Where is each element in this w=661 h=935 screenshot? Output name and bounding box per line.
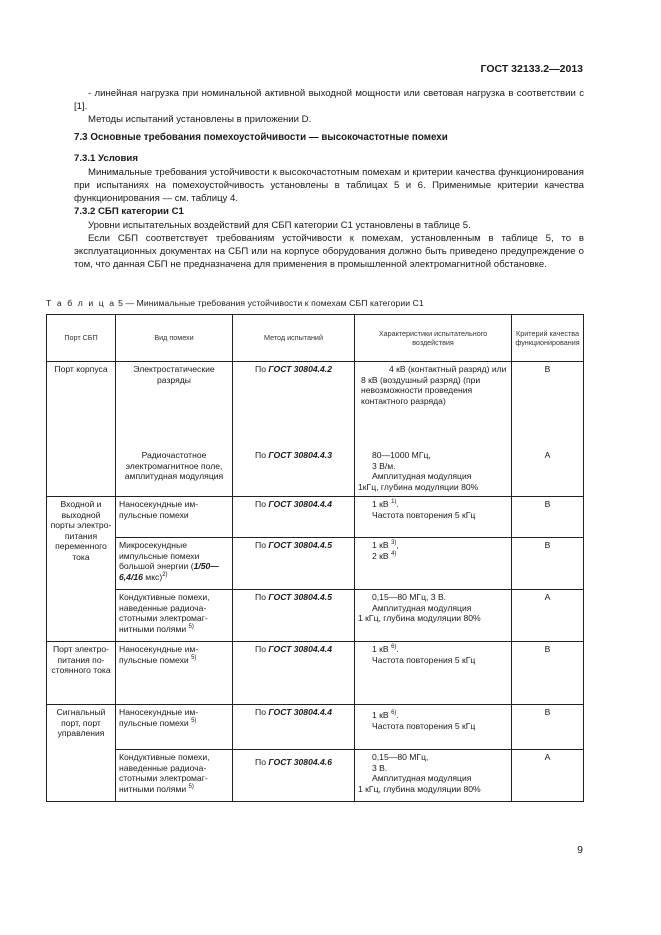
table-row (47, 750, 584, 802)
type-text: Микросекундные импульсные помехи большой энергии (119, 540, 200, 571)
method-standard: ГОСТ 30804.4.6 (268, 757, 332, 767)
page-number: 9 (577, 844, 583, 856)
char-line (358, 499, 508, 510)
char-punct: . (396, 644, 399, 654)
section-7-3-2-text-1: Уровни испытательных воздействий для СБП категории С1 установлены в таблице 5. (88, 220, 471, 231)
cell-characteristics (355, 362, 512, 449)
header-port: Порт СБП (47, 315, 116, 362)
method-standard: ГОСТ 30804.4.4 (268, 499, 332, 509)
cell-type: Радиочастотное электромагнитное поле, амплитудная модуляция (116, 448, 233, 497)
char-line: 3 В. (372, 762, 388, 773)
char-punct: . (396, 710, 399, 720)
char-line: 1кГц, глубина модуляции 80% (358, 481, 479, 492)
char-line: Амплитудная модуляция (372, 602, 472, 613)
char-line: Частота повторения 5 кГц (372, 509, 476, 520)
header-criterion: Критерий качества функционирования (512, 315, 584, 362)
method-standard: ГОСТ 30804.4.5 (268, 540, 332, 550)
cell-characteristics (355, 538, 512, 590)
header-test-method: Метод испытаний (233, 315, 355, 362)
method-prefix: По (255, 707, 269, 717)
method-prefix: По (255, 364, 269, 374)
cell-characteristics (355, 590, 512, 642)
type-text: Кондуктивные помехи, наведенные радиочастотными электромагнитными полями (119, 592, 210, 634)
char-line: 80—1000 МГц, (372, 450, 431, 460)
table-caption (46, 298, 424, 308)
table-row (47, 448, 584, 497)
footnote-ref: 5) (191, 654, 197, 661)
table-row (47, 590, 584, 642)
cell-type: Электростатические разряды (116, 362, 233, 449)
header-disturbance-type: Вид помехи (116, 315, 233, 362)
cell-method (233, 590, 355, 642)
section-7-3-2-text-2: Если СБП соответствует требованиям устойчивости к помехам, установленным в таблице 5, то в эксплуатационных документах на СБП или на корпусе оборудования должно быть приведено предупреждение о том, что данная СБП не предназначена для применения в промышленной электромагнитной обстановке. (74, 233, 584, 270)
char-line: 1 кГц, глубина модуляции 80% (358, 613, 481, 623)
char-line: Амплитудная модуляция (372, 773, 472, 783)
cell-characteristics (355, 750, 512, 802)
cell-characteristics (355, 448, 512, 497)
char-value: 2 кВ (372, 550, 389, 561)
type-text: Наносекундные импульсные помехи (119, 644, 199, 665)
header-characteristics: Характеристики испытательного воздействия (355, 315, 512, 362)
cell-type: Наносекундные импульсные помехи (116, 497, 233, 538)
pulse-shape: 1/50—6,4/16 (119, 561, 219, 582)
char-line (358, 540, 508, 551)
intro-line-2: Методы испытаний установлены в приложении D. (88, 114, 312, 125)
char-text: 4 кВ (контактный разряд) или 8 кВ (воздушный разряд) (при невозможности проведения контактного разряда) (361, 364, 507, 406)
footnote-ref: 5) (188, 623, 194, 630)
cell-criterion: В (512, 642, 584, 705)
method-standard: ГОСТ 30804.4.2 (268, 364, 332, 374)
type-text: Кондуктивные помехи, наведенные радиочастотными электромагнитными полями (119, 752, 210, 794)
char-value: 1 кВ (372, 644, 389, 654)
cell-criterion: А (512, 448, 584, 497)
section-7-3-2-title: 7.3.2 СБП категории С1 (74, 206, 184, 217)
char-punct: , (396, 540, 399, 550)
method-prefix: По (255, 540, 269, 550)
char-line: Частота повторения 5 кГц (372, 720, 476, 731)
method-standard: ГОСТ 30804.4.4 (268, 707, 332, 717)
method-prefix: По (255, 499, 269, 509)
table-caption-text: 5 — Минимальные требования устойчивости к помехам СБП категории С1 (115, 298, 424, 308)
method-standard: ГОСТ 30804.4.5 (268, 592, 332, 602)
section-7-3-1-text: Минимальные требования устойчивости к высокочастотным помехам и критерии качества функционирования при испытаниях на помехоустойчивость установлены в таблицах 5 и 6. Применимые критерии качества функционирования — см. таблицу 4. (74, 167, 584, 204)
footnote-ref: 2) (162, 571, 168, 578)
char-line: Частота повторения 5 кГц (372, 654, 476, 665)
cell-method (233, 750, 355, 802)
cell-characteristics (355, 642, 512, 705)
char-line (358, 710, 508, 721)
char-line: 0,15—80 МГц, 3 В. (372, 592, 447, 602)
cell-method (233, 538, 355, 590)
cell-port: Порт электропитания постоянного тока (47, 642, 116, 705)
char-line: Амплитудная модуляция (372, 471, 472, 481)
cell-characteristics (355, 497, 512, 538)
type-text: Наносекундные импульсные помехи (119, 707, 199, 728)
cell-method (233, 497, 355, 538)
pulse-unit: мкс) (142, 571, 163, 582)
method-standard: ГОСТ 30804.4.4 (268, 644, 332, 654)
document-id: ГОСТ 32133.2—2013 (480, 63, 583, 75)
type-paren: ( (190, 561, 194, 571)
cell-criterion: В (512, 538, 584, 590)
char-line: 0,15—80 МГц, (372, 752, 429, 762)
char-line: 1 кГц, глубина модуляции 80% (358, 783, 481, 794)
table-caption-prefix: Т а б л и ц а (46, 298, 116, 308)
cell-criterion: В (512, 705, 584, 750)
method-prefix: По (255, 450, 269, 460)
footnote-ref: 6) (391, 644, 397, 650)
cell-type (116, 705, 233, 750)
char-line (358, 644, 508, 655)
cell-characteristics (355, 705, 512, 750)
cell-type (116, 750, 233, 802)
table-row (47, 705, 584, 750)
cell-type (116, 538, 233, 590)
cell-method (233, 362, 355, 449)
char-line: 3 В/м. (372, 460, 396, 471)
char-value: 1 кВ (372, 540, 389, 550)
footnote-ref: 1) (391, 499, 397, 505)
table-row (47, 497, 584, 538)
method-standard: ГОСТ 30804.4.3 (268, 450, 332, 460)
footnote-ref: 5) (188, 783, 194, 790)
cell-port: Порт корпуса (47, 362, 116, 497)
cell-type (116, 590, 233, 642)
method-prefix: По (255, 757, 269, 767)
cell-criterion: А (512, 750, 584, 802)
cell-criterion: В (512, 362, 584, 449)
cell-criterion: А (512, 590, 584, 642)
cell-method (233, 448, 355, 497)
cell-method (233, 705, 355, 750)
char-line (358, 551, 508, 562)
table-row (47, 362, 584, 449)
requirements-table (46, 314, 584, 802)
cell-criterion: В (512, 497, 584, 538)
footnote-ref: 4) (391, 550, 397, 557)
table-row (47, 538, 584, 590)
intro-line-1: - линейная нагрузка при номинальной активной выходной мощности или световая нагрузка в соответствии с [1]. (74, 88, 584, 112)
table-header-row (47, 315, 584, 362)
section-7-3-title: 7.3 Основные требования помехоустойчивости — высокочастотные помехи (74, 132, 448, 143)
section-7-3-1-title: 7.3.1 Условия (74, 153, 138, 164)
method-prefix: По (255, 592, 269, 602)
method-prefix: По (255, 644, 269, 654)
cell-type (116, 642, 233, 705)
cell-port: Сигнальный порт, порт управления (47, 705, 116, 802)
char-value: 1 кВ (372, 710, 389, 720)
footnote-ref: 6) (391, 710, 397, 716)
char-punct: . (396, 499, 399, 509)
footnote-ref: 5) (191, 717, 197, 724)
footnote-ref: 3) (391, 540, 397, 546)
cell-method (233, 642, 355, 705)
table-row (47, 642, 584, 705)
char-value: 1 кВ (372, 499, 389, 509)
cell-port: Входной и выходной порты электропитания переменного тока (47, 497, 116, 642)
